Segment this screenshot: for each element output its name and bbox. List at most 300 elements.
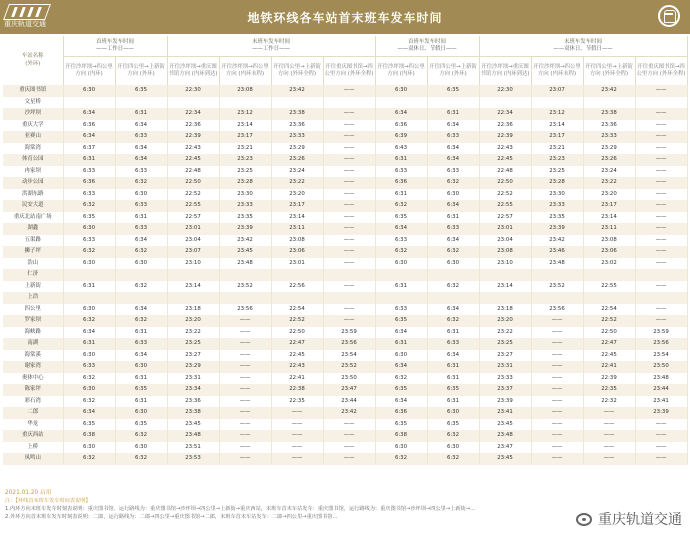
- time-cell: 23:18: [479, 304, 531, 316]
- time-cell: 6:32: [427, 315, 479, 327]
- time-cell: 6:36: [63, 177, 115, 189]
- time-cell: 22:45: [271, 350, 323, 362]
- table-row: [3, 223, 687, 235]
- time-cell: 22:35: [583, 384, 635, 396]
- time-cell: 6:30: [63, 223, 115, 235]
- time-cell: 6:31: [427, 396, 479, 408]
- time-cell: 23:11: [583, 223, 635, 235]
- station-name: 二郎: [3, 407, 63, 419]
- time-cell: 23:24: [583, 166, 635, 178]
- direction-header-2: 开往四公里→上新街方向 (外环): [115, 57, 167, 86]
- station-name: 上浩: [3, 292, 63, 304]
- time-cell: ——: [323, 235, 375, 247]
- time-cell: 22:39: [479, 131, 531, 143]
- time-cell: [63, 269, 115, 281]
- time-cell: 23:36: [583, 120, 635, 132]
- time-cell: 23:02: [583, 258, 635, 270]
- time-cell: ——: [219, 315, 271, 327]
- station-name: 海棠溪: [3, 350, 63, 362]
- time-cell: 6:32: [115, 430, 167, 442]
- time-cell: ——: [271, 407, 323, 419]
- time-cell: 22:52: [167, 189, 219, 201]
- time-cell: ——: [531, 453, 583, 465]
- effective-date: 2021.01.20 启用: [5, 490, 52, 496]
- time-cell: 6:34: [115, 143, 167, 155]
- time-cell: 6:35: [427, 85, 479, 97]
- time-cell: 6:34: [427, 154, 479, 166]
- time-cell: 23:20: [479, 315, 531, 327]
- time-cell: [531, 97, 583, 109]
- time-cell: ——: [219, 407, 271, 419]
- time-cell: 23:25: [531, 166, 583, 178]
- time-cell: 23:06: [271, 246, 323, 258]
- group-header-first-holiday: 首班车发车时间 ——双休日、节假日——: [375, 36, 479, 57]
- time-cell: 6:34: [115, 154, 167, 166]
- station-name: 重庆大学: [3, 120, 63, 132]
- time-cell: ——: [271, 442, 323, 454]
- time-cell: 23:12: [531, 108, 583, 120]
- time-cell: 6:31: [63, 154, 115, 166]
- time-cell: [375, 269, 427, 281]
- table-row: [3, 269, 687, 281]
- time-cell: 23:21: [531, 143, 583, 155]
- station-name: 沙坪坝: [3, 108, 63, 120]
- time-cell: [375, 292, 427, 304]
- time-cell: 23:22: [167, 327, 219, 339]
- time-cell: 23:04: [167, 235, 219, 247]
- table-row: [3, 235, 687, 247]
- time-cell: 23:51: [167, 442, 219, 454]
- time-cell: 6:32: [115, 177, 167, 189]
- table-row: [3, 338, 687, 350]
- time-cell: 6:31: [427, 108, 479, 120]
- time-cell: 23:23: [219, 154, 271, 166]
- time-cell: ——: [271, 453, 323, 465]
- time-cell: ——: [531, 361, 583, 373]
- time-cell: 23:56: [635, 338, 687, 350]
- station-name: 谢家湾: [3, 361, 63, 373]
- time-cell: 6:34: [63, 131, 115, 143]
- station-name: 重庆北站南广场: [3, 212, 63, 224]
- time-cell: 23:39: [635, 407, 687, 419]
- time-cell: 23:42: [219, 235, 271, 247]
- time-cell: [635, 97, 687, 109]
- time-cell: [583, 292, 635, 304]
- time-cell: 6:35: [63, 419, 115, 431]
- time-cell: 23:31: [479, 361, 531, 373]
- table-row: [3, 361, 687, 373]
- time-cell: 6:30: [115, 361, 167, 373]
- group-header-last-weekday: 末班车发车时间 ——工作日——: [167, 36, 375, 57]
- time-cell: [479, 269, 531, 281]
- time-cell: 22:39: [583, 373, 635, 385]
- time-cell: ——: [635, 281, 687, 293]
- time-cell: 23:30: [531, 189, 583, 201]
- time-cell: ——: [635, 108, 687, 120]
- table-row: [3, 200, 687, 212]
- time-cell: 23:47: [479, 442, 531, 454]
- station-column-header: 车站名称 (外环): [3, 36, 63, 85]
- time-cell: ——: [583, 419, 635, 431]
- time-cell: 23:25: [479, 338, 531, 350]
- time-cell: 6:32: [115, 315, 167, 327]
- time-cell: 22:36: [479, 120, 531, 132]
- station-name: 动步公园: [3, 177, 63, 189]
- time-cell: 22:48: [167, 166, 219, 178]
- time-cell: ——: [271, 419, 323, 431]
- time-cell: ——: [323, 108, 375, 120]
- weibo-icon: [576, 513, 592, 526]
- time-cell: 23:48: [167, 430, 219, 442]
- table-row: [3, 189, 687, 201]
- page-title: 地铁环线各车站首末班车发车时间: [247, 11, 443, 25]
- time-cell: ——: [635, 453, 687, 465]
- time-cell: 6:34: [63, 327, 115, 339]
- time-cell: ——: [635, 419, 687, 431]
- time-cell: 6:32: [427, 177, 479, 189]
- time-cell: 23:30: [219, 189, 271, 201]
- time-cell: 22:39: [167, 131, 219, 143]
- station-name: 民安大道: [3, 200, 63, 212]
- time-cell: ——: [635, 235, 687, 247]
- time-cell: 6:33: [375, 304, 427, 316]
- direction-header-3: 开往沙坪坝→重庆图书馆方向 (内环到达): [167, 57, 219, 86]
- time-cell: 23:34: [167, 384, 219, 396]
- station-name: 文星桥: [3, 97, 63, 109]
- time-cell: 6:30: [63, 442, 115, 454]
- direction-header-9: 开往沙坪坝→重庆图书馆方向 (内环到达): [479, 57, 531, 86]
- time-cell: 23:25: [219, 166, 271, 178]
- time-cell: [323, 97, 375, 109]
- direction-header-6: 开往重庆图书馆→四公里方向 (外环全程): [323, 57, 375, 86]
- time-cell: 23:59: [635, 327, 687, 339]
- direction-header-12: 开往重庆图书馆→四公里方向 (外环全程): [635, 57, 687, 86]
- time-cell: [271, 269, 323, 281]
- time-cell: ——: [635, 430, 687, 442]
- time-cell: ——: [323, 246, 375, 258]
- station-name: 海峡路: [3, 327, 63, 339]
- time-cell: 6:30: [63, 85, 115, 97]
- table-row: [3, 304, 687, 316]
- time-cell: 6:30: [427, 189, 479, 201]
- time-cell: 23:35: [531, 212, 583, 224]
- time-cell: ——: [531, 442, 583, 454]
- time-cell: 23:33: [479, 373, 531, 385]
- table-row: [3, 131, 687, 143]
- time-cell: 23:18: [167, 304, 219, 316]
- time-cell: ——: [531, 430, 583, 442]
- time-cell: 23:36: [167, 396, 219, 408]
- time-cell: 22:34: [479, 108, 531, 120]
- time-cell: ——: [531, 338, 583, 350]
- time-cell: 23:08: [583, 235, 635, 247]
- time-cell: ——: [323, 131, 375, 143]
- time-cell: ——: [531, 384, 583, 396]
- time-cell: 23:26: [583, 154, 635, 166]
- time-cell: 22:35: [271, 396, 323, 408]
- time-cell: 23:33: [531, 200, 583, 212]
- time-cell: 6:33: [115, 223, 167, 235]
- time-cell: 6:34: [375, 361, 427, 373]
- time-cell: 6:30: [427, 258, 479, 270]
- time-cell: 6:34: [427, 120, 479, 132]
- time-cell: 6:31: [375, 154, 427, 166]
- time-cell: 6:34: [63, 108, 115, 120]
- time-cell: ——: [635, 258, 687, 270]
- table-row: [3, 453, 687, 465]
- station-name: 奥体中心: [3, 373, 63, 385]
- time-cell: 6:30: [375, 442, 427, 454]
- time-cell: 23:41: [479, 407, 531, 419]
- station-name: 海棠湾: [3, 143, 63, 155]
- time-cell: [219, 97, 271, 109]
- table-row: [3, 212, 687, 224]
- time-cell: ——: [219, 396, 271, 408]
- direction-header-10: 开往沙坪坝→四公里方向 (内环末程): [531, 57, 583, 86]
- time-cell: 22:34: [167, 108, 219, 120]
- time-cell: 6:34: [375, 396, 427, 408]
- table-row: [3, 246, 687, 258]
- table-row: [3, 373, 687, 385]
- time-cell: [635, 269, 687, 281]
- time-cell: 6:36: [63, 120, 115, 132]
- table-row: [3, 154, 687, 166]
- time-cell: 22:54: [583, 304, 635, 316]
- time-cell: 6:30: [115, 258, 167, 270]
- time-cell: 22:54: [271, 304, 323, 316]
- time-cell: 22:57: [167, 212, 219, 224]
- time-cell: 6:32: [63, 246, 115, 258]
- time-cell: 23:52: [531, 281, 583, 293]
- time-cell: 23:14: [479, 281, 531, 293]
- time-cell: 22:50: [167, 177, 219, 189]
- time-cell: [583, 269, 635, 281]
- time-cell: 23:20: [167, 315, 219, 327]
- time-cell: 22:50: [583, 327, 635, 339]
- time-cell: 23:48: [219, 258, 271, 270]
- time-cell: 22:45: [479, 154, 531, 166]
- time-cell: 6:33: [115, 338, 167, 350]
- footnotes-heading: 注：【环线首末班车发车时间表说明】: [5, 498, 91, 504]
- time-cell: 23:48: [479, 430, 531, 442]
- time-cell: 23:44: [635, 384, 687, 396]
- time-cell: [427, 292, 479, 304]
- time-cell: ——: [635, 177, 687, 189]
- time-cell: 22:41: [583, 361, 635, 373]
- time-cell: [479, 97, 531, 109]
- time-cell: 6:36: [375, 407, 427, 419]
- time-cell: 6:34: [375, 327, 427, 339]
- time-cell: [479, 292, 531, 304]
- time-cell: 6:32: [427, 430, 479, 442]
- time-cell: 6:32: [115, 281, 167, 293]
- time-cell: ——: [635, 189, 687, 201]
- time-cell: ——: [531, 327, 583, 339]
- time-cell: 23:53: [167, 453, 219, 465]
- time-cell: 23:01: [479, 223, 531, 235]
- time-cell: 23:12: [219, 108, 271, 120]
- time-cell: ——: [219, 442, 271, 454]
- time-cell: 23:31: [167, 373, 219, 385]
- time-cell: 6:33: [427, 223, 479, 235]
- time-cell: 6:34: [115, 120, 167, 132]
- time-cell: ——: [323, 154, 375, 166]
- time-cell: 23:17: [219, 131, 271, 143]
- time-cell: 23:08: [271, 235, 323, 247]
- time-cell: 6:35: [375, 384, 427, 396]
- time-cell: 23:17: [583, 200, 635, 212]
- time-cell: 23:23: [531, 154, 583, 166]
- time-cell: 6:35: [375, 212, 427, 224]
- footnotes: [5, 497, 565, 521]
- time-cell: 6:32: [375, 453, 427, 465]
- time-cell: 23:29: [271, 143, 323, 155]
- time-cell: 6:38: [63, 430, 115, 442]
- time-cell: 6:33: [427, 131, 479, 143]
- table-row: [3, 166, 687, 178]
- time-cell: [115, 269, 167, 281]
- time-cell: 22:30: [479, 85, 531, 97]
- station-name: 凤鸣山: [3, 453, 63, 465]
- time-cell: 23:10: [479, 258, 531, 270]
- time-cell: [115, 292, 167, 304]
- time-cell: ——: [635, 200, 687, 212]
- time-cell: ——: [583, 430, 635, 442]
- time-cell: ——: [635, 154, 687, 166]
- time-cell: ——: [635, 223, 687, 235]
- table-row: [3, 327, 687, 339]
- time-cell: ——: [323, 189, 375, 201]
- time-cell: ——: [219, 350, 271, 362]
- time-cell: ——: [635, 442, 687, 454]
- time-cell: 23:56: [323, 338, 375, 350]
- time-cell: 23:14: [219, 120, 271, 132]
- metro-train-icon: [658, 5, 680, 27]
- time-cell: 22:43: [271, 361, 323, 373]
- time-cell: ——: [531, 419, 583, 431]
- time-cell: 23:44: [323, 396, 375, 408]
- time-cell: 6:31: [115, 212, 167, 224]
- time-cell: 22:32: [583, 396, 635, 408]
- table-row: [3, 258, 687, 270]
- footnote-2: 2.外环方向首末班车发车时刻表说明：二郎，运行路线为：二郎→四公里→重庆图书馆→二郎，末班车首末车站发车：二郎→四公里→重庆图书馆...: [5, 514, 338, 520]
- time-cell: 23:06: [583, 246, 635, 258]
- time-cell: ——: [635, 212, 687, 224]
- time-cell: ——: [323, 304, 375, 316]
- time-cell: 23:35: [219, 212, 271, 224]
- time-cell: ——: [531, 407, 583, 419]
- time-cell: 23:27: [167, 350, 219, 362]
- time-cell: 6:35: [115, 85, 167, 97]
- time-cell: ——: [219, 453, 271, 465]
- time-cell: 23:22: [271, 177, 323, 189]
- time-cell: 23:33: [219, 200, 271, 212]
- time-cell: 22:41: [271, 373, 323, 385]
- time-cell: 6:30: [63, 384, 115, 396]
- time-cell: 6:33: [115, 131, 167, 143]
- time-cell: ——: [323, 430, 375, 442]
- time-cell: 23:10: [167, 258, 219, 270]
- time-cell: 23:38: [271, 108, 323, 120]
- time-cell: ——: [323, 223, 375, 235]
- station-name: 重庆图书馆: [3, 85, 63, 97]
- time-cell: 23:22: [583, 177, 635, 189]
- weibo-account-name: 重庆轨道交通: [598, 512, 682, 528]
- time-cell: 23:56: [531, 304, 583, 316]
- time-cell: 23:25: [167, 338, 219, 350]
- time-cell: 6:33: [427, 166, 479, 178]
- time-cell: 23:42: [583, 85, 635, 97]
- time-cell: ——: [635, 120, 687, 132]
- time-cell: ——: [635, 85, 687, 97]
- table-row: [3, 108, 687, 120]
- time-cell: ——: [271, 430, 323, 442]
- station-name: 彩石湾: [3, 396, 63, 408]
- time-cell: 22:55: [167, 200, 219, 212]
- time-cell: 6:31: [427, 212, 479, 224]
- time-cell: [635, 292, 687, 304]
- time-cell: 6:34: [427, 235, 479, 247]
- table-row: [3, 350, 687, 362]
- time-cell: 6:34: [375, 223, 427, 235]
- time-cell: 23:22: [479, 327, 531, 339]
- time-cell: 23:38: [583, 108, 635, 120]
- time-cell: 23:54: [323, 350, 375, 362]
- group-header-first-weekday: 首班车发车时间 ——工作日——: [63, 36, 167, 57]
- time-cell: 23:47: [323, 384, 375, 396]
- time-cell: 6:35: [427, 384, 479, 396]
- time-cell: 6:43: [375, 143, 427, 155]
- time-cell: [531, 269, 583, 281]
- table-row: [3, 85, 687, 97]
- time-cell: ——: [323, 281, 375, 293]
- time-cell: 6:31: [427, 327, 479, 339]
- station-name: 南湖: [3, 338, 63, 350]
- time-cell: 6:39: [375, 131, 427, 143]
- time-cell: 23:20: [271, 189, 323, 201]
- time-cell: 22:50: [479, 177, 531, 189]
- time-cell: ——: [635, 315, 687, 327]
- time-cell: [531, 292, 583, 304]
- time-cell: ——: [323, 177, 375, 189]
- direction-header-1: 开往沙坪坝→四公里方向 (内环): [63, 57, 115, 86]
- time-cell: 6:31: [115, 108, 167, 120]
- time-cell: 23:33: [271, 131, 323, 143]
- time-cell: [323, 269, 375, 281]
- time-cell: 6:34: [427, 143, 479, 155]
- time-cell: [63, 97, 115, 109]
- time-cell: ——: [219, 338, 271, 350]
- direction-header-11: 开往四公里→上新街方向 (外环全程): [583, 57, 635, 86]
- time-cell: 22:38: [271, 384, 323, 396]
- time-cell: 22:36: [167, 120, 219, 132]
- station-name: 湖鑫: [3, 223, 63, 235]
- time-cell: [375, 97, 427, 109]
- time-cell: ——: [635, 246, 687, 258]
- time-cell: 6:31: [63, 281, 115, 293]
- time-cell: 6:34: [375, 108, 427, 120]
- time-cell: 22:43: [479, 143, 531, 155]
- time-cell: 23:11: [271, 223, 323, 235]
- time-cell: 6:33: [63, 189, 115, 201]
- time-cell: 6:30: [375, 350, 427, 362]
- time-cell: 6:33: [375, 235, 427, 247]
- time-cell: 23:48: [531, 258, 583, 270]
- time-cell: ——: [219, 373, 271, 385]
- time-cell: 23:37: [479, 384, 531, 396]
- time-cell: ——: [635, 304, 687, 316]
- time-cell: 23:36: [271, 120, 323, 132]
